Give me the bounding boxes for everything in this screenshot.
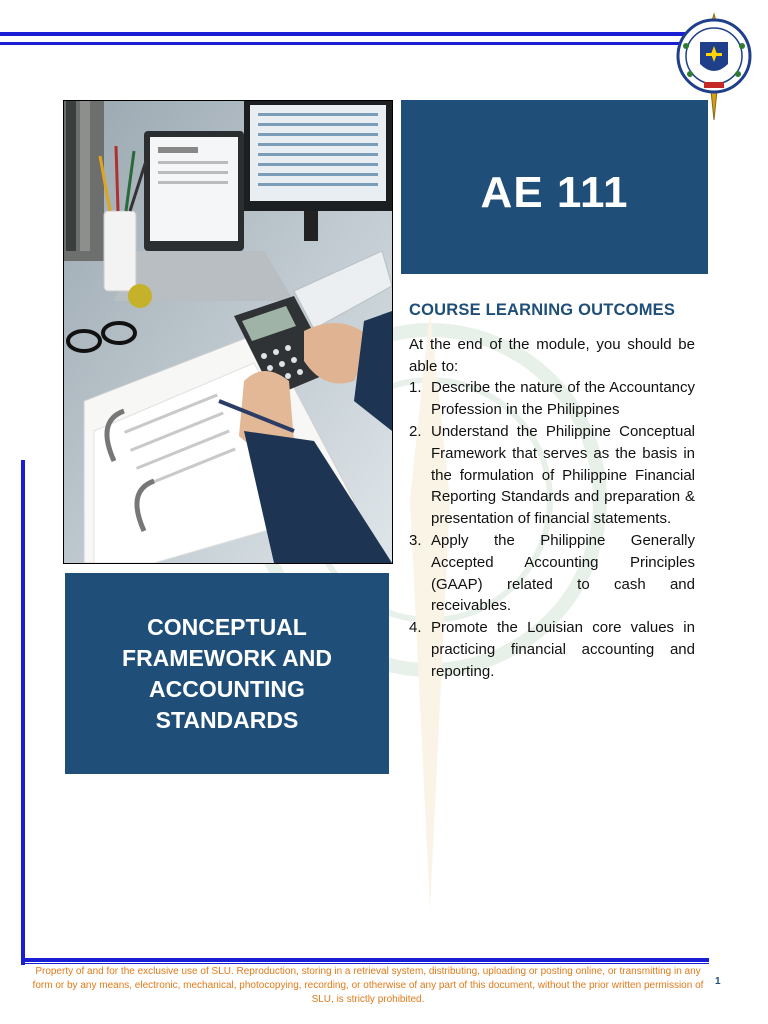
item-number: 2.: [409, 422, 422, 440]
accounting-desk-image: [64, 101, 392, 563]
outcomes-list: [409, 377, 695, 682]
header-rule-top: [0, 32, 690, 36]
list-item: [409, 530, 695, 617]
item-number: 3.: [409, 531, 422, 549]
outcomes-intro: At the end of the module, you should be able to:: [409, 335, 695, 375]
item-text: Describe the nature of the Accountancy Profession in the Philippines: [431, 379, 695, 419]
title-line: ACCOUNTING: [149, 675, 305, 702]
footer-rule-thin: [25, 963, 709, 964]
title-line: FRAMEWORK AND: [122, 644, 332, 671]
item-text: Promote the Louisian core values in practicing financial accounting and reporting.: [431, 619, 695, 680]
item-number: 4.: [409, 619, 422, 637]
course-code-box: [401, 100, 708, 274]
item-text: Apply the Philippine Generally Accepted Accounting Principles (GAAP) related to cash and receivables.: [431, 531, 695, 615]
footer-rule: [21, 958, 709, 962]
list-item: [409, 377, 695, 421]
cover-photo: [63, 100, 393, 564]
header-rule-bottom: [0, 42, 690, 45]
learning-outcomes: [409, 300, 695, 683]
page-number: 1: [715, 976, 721, 987]
outcomes-heading: COURSE LEARNING OUTCOMES: [409, 301, 676, 319]
course-code: AE 111: [480, 168, 629, 217]
title-line: CONCEPTUAL: [147, 613, 307, 640]
title-line: STANDARDS: [155, 706, 299, 733]
left-border-rule: [21, 460, 25, 965]
module-title: [102, 612, 352, 736]
copyright-notice: Property of and for the exclusive use of SLU. Reproduction, storing in a retrieval system, distributing, uploading or posting online, or transmitting in any form or by any means, electronic, mechanical, photocopying, recording, or otherwise of any part of this document, without the prior written permission of SLU, is strictly prohibited.: [32, 966, 704, 1005]
list-item: [409, 617, 695, 682]
item-text: Understand the Philippine Conceptual Framework that serves as the basis in the formulation of Philippine Financial Reporting Standards and preparation & presentation of financial statements.: [431, 422, 695, 528]
item-number: 1.: [409, 379, 422, 397]
module-title-box: [65, 573, 389, 774]
list-item: [409, 421, 695, 530]
